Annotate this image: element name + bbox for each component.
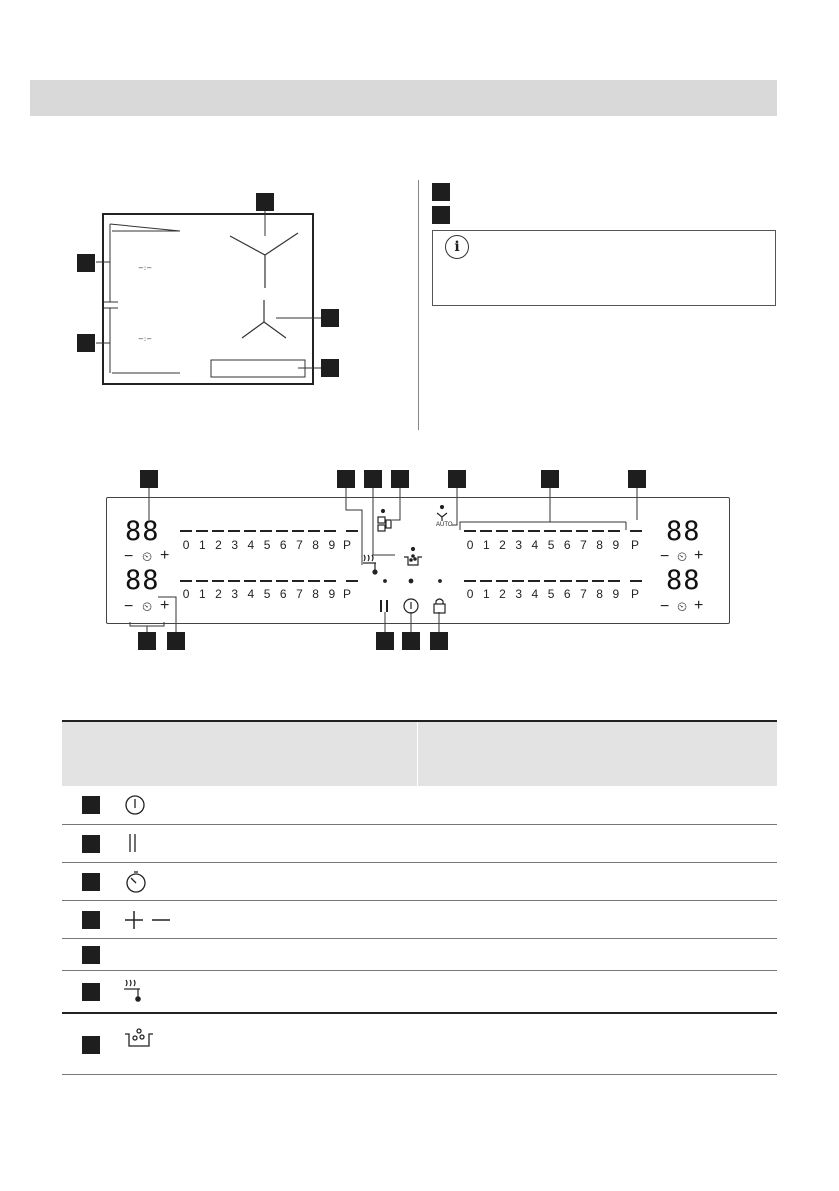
table-row [62,825,777,863]
minus-button[interactable]: − [660,598,670,615]
table-row [62,786,777,825]
power-scale[interactable]: 0 1 2 3 4 5 6 7 8 9 [182,538,336,552]
table-header [62,720,777,786]
power-scale[interactable]: 0 1 2 3 4 5 6 7 8 9 [466,538,620,552]
table-row [62,901,777,939]
timer-icon[interactable]: ⏲ [142,549,153,564]
info-icon: i [445,235,469,259]
boost-label[interactable]: P [631,587,640,601]
power-scale[interactable]: 0 1 2 3 4 5 6 7 8 9 [182,587,336,601]
zone-display-front-left: 88 [125,516,160,547]
table-row [62,971,777,1014]
zone-display-rear-left: 88 [125,565,160,596]
minus-button[interactable]: − [660,548,670,565]
boil-assist-icon [404,557,422,565]
power-scale[interactable]: 0 1 2 3 4 5 6 7 8 9 [466,587,620,601]
timer-icon[interactable]: ⏲ [142,599,153,614]
plus-button[interactable]: + [694,597,704,614]
timer-icon [124,870,148,894]
minus-button[interactable]: − [124,548,134,565]
svg-text:−:−: −:− [138,264,153,272]
keep-warm-icon [364,555,373,561]
level-bar-row [464,530,644,533]
power-icon [124,794,146,816]
boost-label[interactable]: P [343,587,352,601]
plus-minus-icons [124,909,172,931]
level-bar-row [180,530,360,533]
pause-icon [126,832,140,854]
plus-button[interactable]: + [160,597,170,614]
plus-button[interactable]: + [160,547,170,564]
svg-text:−:−: −:− [138,335,153,343]
table-row [62,1014,777,1075]
plus-button[interactable]: + [694,547,704,564]
timer-icon[interactable]: ⏲ [677,549,688,564]
zone-display-front-right: 88 [666,516,701,547]
table-row [62,863,777,901]
level-bar-row [464,580,644,583]
zone-display-rear-right: 88 [666,565,701,596]
minus-button[interactable]: − [124,598,134,615]
boil-assist-icon [122,1022,162,1052]
table-row [62,939,777,971]
boost-label[interactable]: P [343,538,352,552]
lock-icon [434,604,445,613]
boost-label[interactable]: P [631,538,640,552]
timer-icon[interactable]: ⏲ [677,599,688,614]
auto-label: AUTO [436,522,453,528]
keep-warm-icon [122,977,148,1003]
level-bar-row [180,580,360,583]
